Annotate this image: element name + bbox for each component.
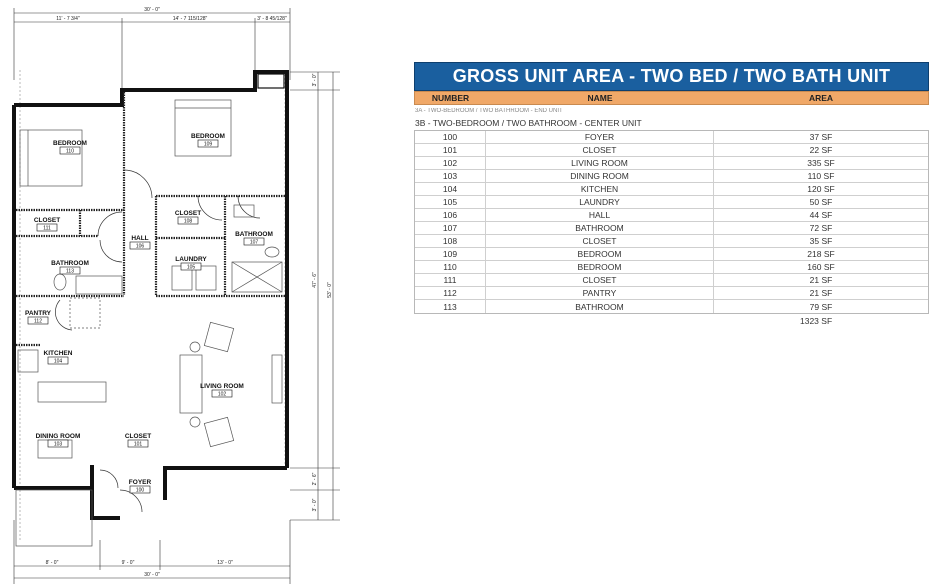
room-number: 101 (133, 441, 143, 448)
room-number: 110 (66, 148, 74, 155)
room-tag (175, 256, 207, 271)
cell-area: 72 SF (809, 223, 833, 233)
dim-top-2: 14' - 7 115/128" (172, 16, 208, 22)
cell-number: 111 (415, 274, 486, 286)
cell-number: 110 (415, 261, 486, 273)
cell-name: LAUNDRY (486, 196, 714, 208)
cell-number: 107 (415, 222, 486, 234)
room-name: HALL (131, 235, 149, 242)
room-number: 112 (34, 318, 42, 325)
total-area: 1323 SF (800, 315, 833, 326)
cell-area: 218 SF (807, 249, 835, 259)
table-row (415, 170, 928, 183)
cell-name: KITCHEN (486, 183, 714, 195)
header-area: AREA (808, 93, 834, 103)
room-name: KITCHEN (43, 350, 73, 357)
table-row (415, 183, 928, 196)
table-row (415, 209, 928, 222)
table-row (415, 131, 928, 144)
cell-name: BATHROOM (486, 300, 714, 313)
table-title: GROSS UNIT AREA - TWO BED / TWO BATH UNIT (414, 62, 929, 91)
table-row (415, 248, 928, 261)
room-name: CLOSET (174, 210, 202, 217)
cell-number: 103 (415, 170, 486, 182)
room-name: FOYER (128, 479, 152, 486)
room-number: 103 (53, 441, 63, 448)
dim-right-overall: 53' - 0" (327, 282, 333, 298)
room-number: 107 (249, 239, 259, 246)
room-number: 113 (66, 268, 74, 275)
cell-name: BEDROOM (486, 248, 714, 260)
mechanical-chase (258, 74, 284, 88)
room-tag (129, 479, 152, 494)
dim-bottom-3: 13' - 0" (217, 560, 233, 566)
room-number: 109 (203, 141, 213, 148)
cell-area: 79 SF (809, 301, 833, 312)
cell-number: 113 (415, 300, 486, 313)
unit-subtitle: 3B - TWO-BEDROOM / TWO BATHROOM - CENTER UNIT (415, 118, 642, 128)
door-swings (55, 170, 260, 512)
cell-number: 106 (415, 209, 486, 221)
dim-bottom-1: 8' - 0" (45, 560, 59, 566)
dim-top-overall: 30' - 0" (144, 7, 160, 13)
room-number: 108 (183, 218, 193, 225)
room-tag (235, 231, 273, 246)
dim-right-1: 3' - 0" (312, 73, 318, 87)
dim-bottom-overall: 30' - 0" (144, 572, 160, 578)
room-number: 111 (43, 225, 51, 232)
room-number: 102 (217, 391, 227, 398)
room-name: CLOSET (33, 217, 61, 224)
header-name: NAME (587, 93, 613, 103)
room-number: 105 (186, 264, 196, 271)
room-name: LAUNDRY (175, 256, 207, 263)
room-name: BEDROOM (191, 133, 225, 140)
table-row (415, 196, 928, 209)
room-name: BATHROOM (235, 231, 273, 238)
room-name: PANTRY (25, 310, 51, 317)
cell-area: 37 SF (809, 132, 833, 142)
cell-name: HALL (486, 209, 714, 221)
cell-number: 100 (415, 131, 486, 143)
room-tag (130, 235, 150, 250)
room-name: CLOSET (124, 433, 152, 440)
floor-plan (0, 0, 400, 588)
table-header (414, 91, 929, 105)
table-row (415, 274, 928, 287)
total-row (414, 314, 929, 327)
cell-name: DINING ROOM (486, 170, 714, 182)
cell-name: PANTRY (486, 287, 714, 299)
cell-name: LIVING ROOM (486, 157, 714, 169)
room-tag (34, 217, 60, 232)
cell-name: CLOSET (486, 235, 714, 247)
room-name: DINING ROOM (35, 433, 81, 440)
dim-right-4: 3' - 0" (312, 498, 318, 512)
room-tag (191, 133, 225, 148)
cell-number: 104 (415, 183, 486, 195)
table-row (415, 287, 928, 300)
room-name: LIVING ROOM (200, 383, 244, 390)
room-number: 104 (53, 358, 63, 365)
cell-area: 160 SF (807, 262, 835, 272)
cell-area: 110 SF (807, 171, 835, 181)
cell-name: FOYER (486, 131, 714, 143)
cell-name: CLOSET (486, 274, 714, 286)
cell-area: 120 SF (807, 184, 835, 194)
table-body (414, 130, 929, 314)
cell-area: 21 SF (809, 275, 833, 285)
room-number: 106 (135, 243, 145, 250)
room-tag (125, 433, 151, 448)
table-row (415, 144, 928, 157)
gross-unit-area-table (414, 62, 929, 327)
cell-area: 35 SF (809, 236, 833, 246)
cell-number: 105 (415, 196, 486, 208)
cell-number: 101 (415, 144, 486, 156)
dim-bottom-2: 9' - 0" (121, 560, 135, 566)
table-row (415, 261, 928, 274)
table-row (415, 300, 928, 313)
dim-right-3: 2' - 6" (312, 472, 318, 486)
cell-area: 50 SF (809, 197, 833, 207)
cell-number: 112 (415, 287, 486, 299)
dim-right-2: 47' - 6" (312, 272, 318, 288)
room-number: 100 (135, 487, 145, 494)
table-row (415, 222, 928, 235)
room-tag (51, 260, 89, 275)
room-name: BATHROOM (51, 260, 89, 267)
cell-area: 21 SF (809, 288, 833, 298)
room-tag (200, 383, 244, 398)
faded-unit-line: 3A - TWO-BEDROOM / TWO BATHROOM - END UNIT (415, 108, 563, 114)
table-row (415, 235, 928, 248)
cell-area: 44 SF (809, 210, 833, 220)
cell-name: BEDROOM (486, 261, 714, 273)
header-number: NUMBER (431, 93, 470, 103)
dim-top-3: 3' - 8 45/128" (257, 16, 287, 22)
cell-area: 335 SF (807, 158, 835, 168)
cell-area: 22 SF (809, 145, 833, 155)
table-row (415, 157, 928, 170)
room-tag (175, 210, 201, 225)
cell-name: BATHROOM (486, 222, 714, 234)
room-name: BEDROOM (53, 140, 87, 147)
cell-number: 109 (415, 248, 486, 260)
room-tag (25, 310, 52, 325)
room-tag (44, 350, 73, 365)
cell-name: CLOSET (486, 144, 714, 156)
cell-number: 108 (415, 235, 486, 247)
dim-top-1: 11' - 7 3/4" (56, 16, 80, 22)
cell-number: 102 (415, 157, 486, 169)
